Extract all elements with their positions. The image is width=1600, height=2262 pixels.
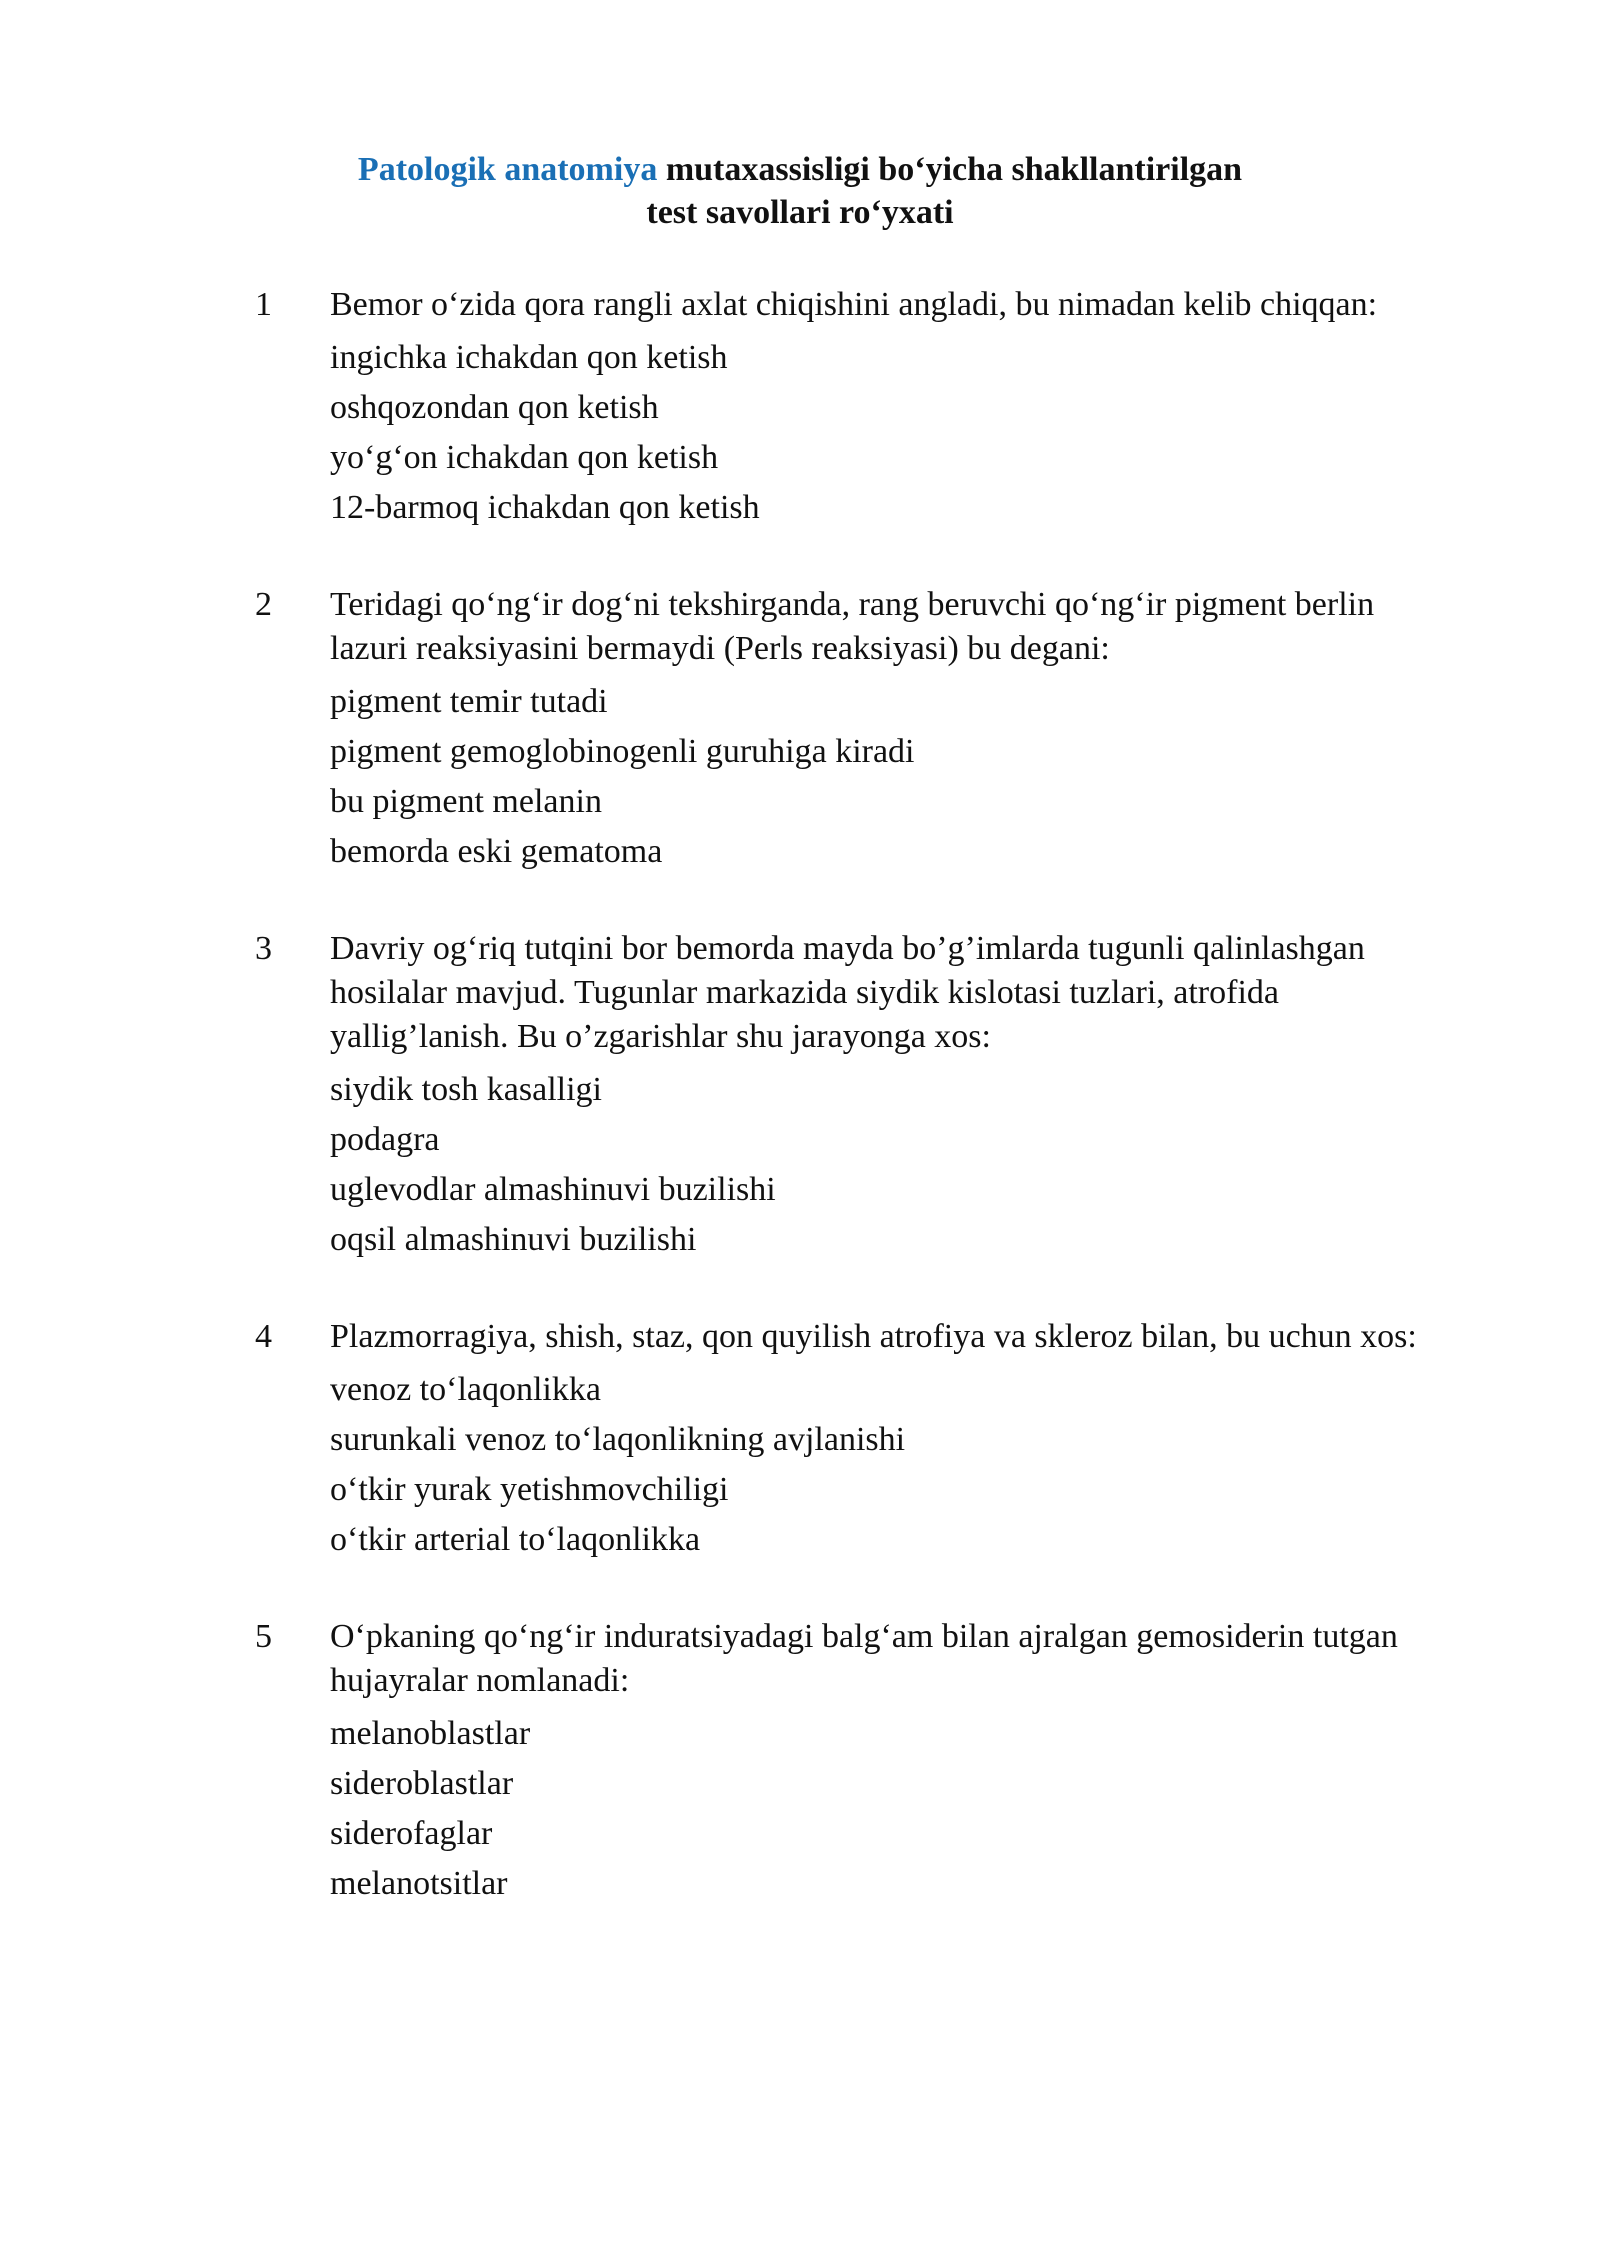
answer-option: siydik tosh kasalligi [330, 1071, 602, 1108]
answer-option: oshqozondan qon ketish [330, 389, 659, 426]
question-list [255, 283, 1435, 1959]
question-number: 2 [255, 586, 272, 623]
answer-option: o‘tkir arterial to‘laqonlikka [330, 1521, 701, 1558]
question-item [255, 1615, 1435, 1909]
document-title [0, 148, 1600, 234]
question-item [255, 1315, 1435, 1565]
question-text: Teridagi qo‘ng‘ir dog‘ni tekshirganda, rang beruvchi qo‘ng‘ir pigment berlin lazuri reaksiyasini bermaydi (Perls reaksiyasi) bu degani: [330, 586, 1375, 667]
answer-option: bemorda eski gematoma [330, 833, 663, 870]
title-accent: Patologik anatomiya [357, 151, 658, 188]
question-text: Davriy og‘riq tutqini bor bemorda mayda bo’g’imlarda tugunli qalinlashgan hosilalar mavjud. Tugunlar markazida siydik kislotasi tuzlari, atrofida yallig’lanish. Bu o’zgarishlar shu jarayonga xos: [330, 930, 1365, 1055]
answer-list [330, 1365, 1435, 1565]
title-line-2: test savollari ro‘yxati [646, 194, 954, 231]
question-text: Plazmorragiya, shish, staz, qon quyilish atrofiya va skleroz bilan, bu uchun xos: [330, 1318, 1417, 1355]
answer-list [330, 1065, 1435, 1265]
answer-option: bu pigment melanin [330, 783, 602, 820]
answer-option: siderofaglar [330, 1815, 493, 1852]
question-text: Bemor o‘zida qora rangli axlat chiqishini angladi, bu nimadan kelib chiqqan: [330, 286, 1378, 323]
question-item [255, 283, 1435, 533]
answer-option: pigment temir tutadi [330, 683, 608, 720]
answer-option: surunkali venoz to‘laqonlikning avjlanishi [330, 1421, 906, 1458]
answer-option: pigment gemoglobinogenli guruhiga kiradi [330, 733, 915, 770]
answer-list [330, 677, 1435, 877]
answer-list [330, 333, 1435, 533]
question-number: 1 [255, 286, 272, 323]
answer-option: sideroblastlar [330, 1765, 514, 1802]
title-line-1 [0, 148, 1600, 191]
answer-option: melanotsitlar [330, 1865, 508, 1902]
question-number: 3 [255, 930, 272, 967]
question-item [255, 583, 1435, 877]
title-rest: mutaxassisligi bo‘yicha shakllantirilgan [657, 151, 1243, 188]
answer-option: yo‘g‘on ichakdan qon ketish [330, 439, 719, 476]
answer-option: melanoblastlar [330, 1715, 531, 1752]
answer-option: o‘tkir yurak yetishmovchiligi [330, 1471, 729, 1508]
question-number: 4 [255, 1318, 272, 1355]
answer-option: venoz to‘laqonlikka [330, 1371, 601, 1408]
question-number: 5 [255, 1618, 272, 1655]
answer-option: podagra [330, 1121, 440, 1158]
question-item [255, 927, 1435, 1265]
answer-list [330, 1709, 1435, 1909]
answer-option: 12-barmoq ichakdan qon ketish [330, 489, 760, 526]
answer-option: oqsil almashinuvi buzilishi [330, 1221, 697, 1258]
question-text: O‘pkaning qo‘ng‘ir induratsiyadagi balg‘am bilan ajralgan gemosiderin tutgan hujayralar nomlanadi: [330, 1618, 1398, 1699]
answer-option: uglevodlar almashinuvi buzilishi [330, 1171, 776, 1208]
answer-option: ingichka ichakdan qon ketish [330, 339, 728, 376]
